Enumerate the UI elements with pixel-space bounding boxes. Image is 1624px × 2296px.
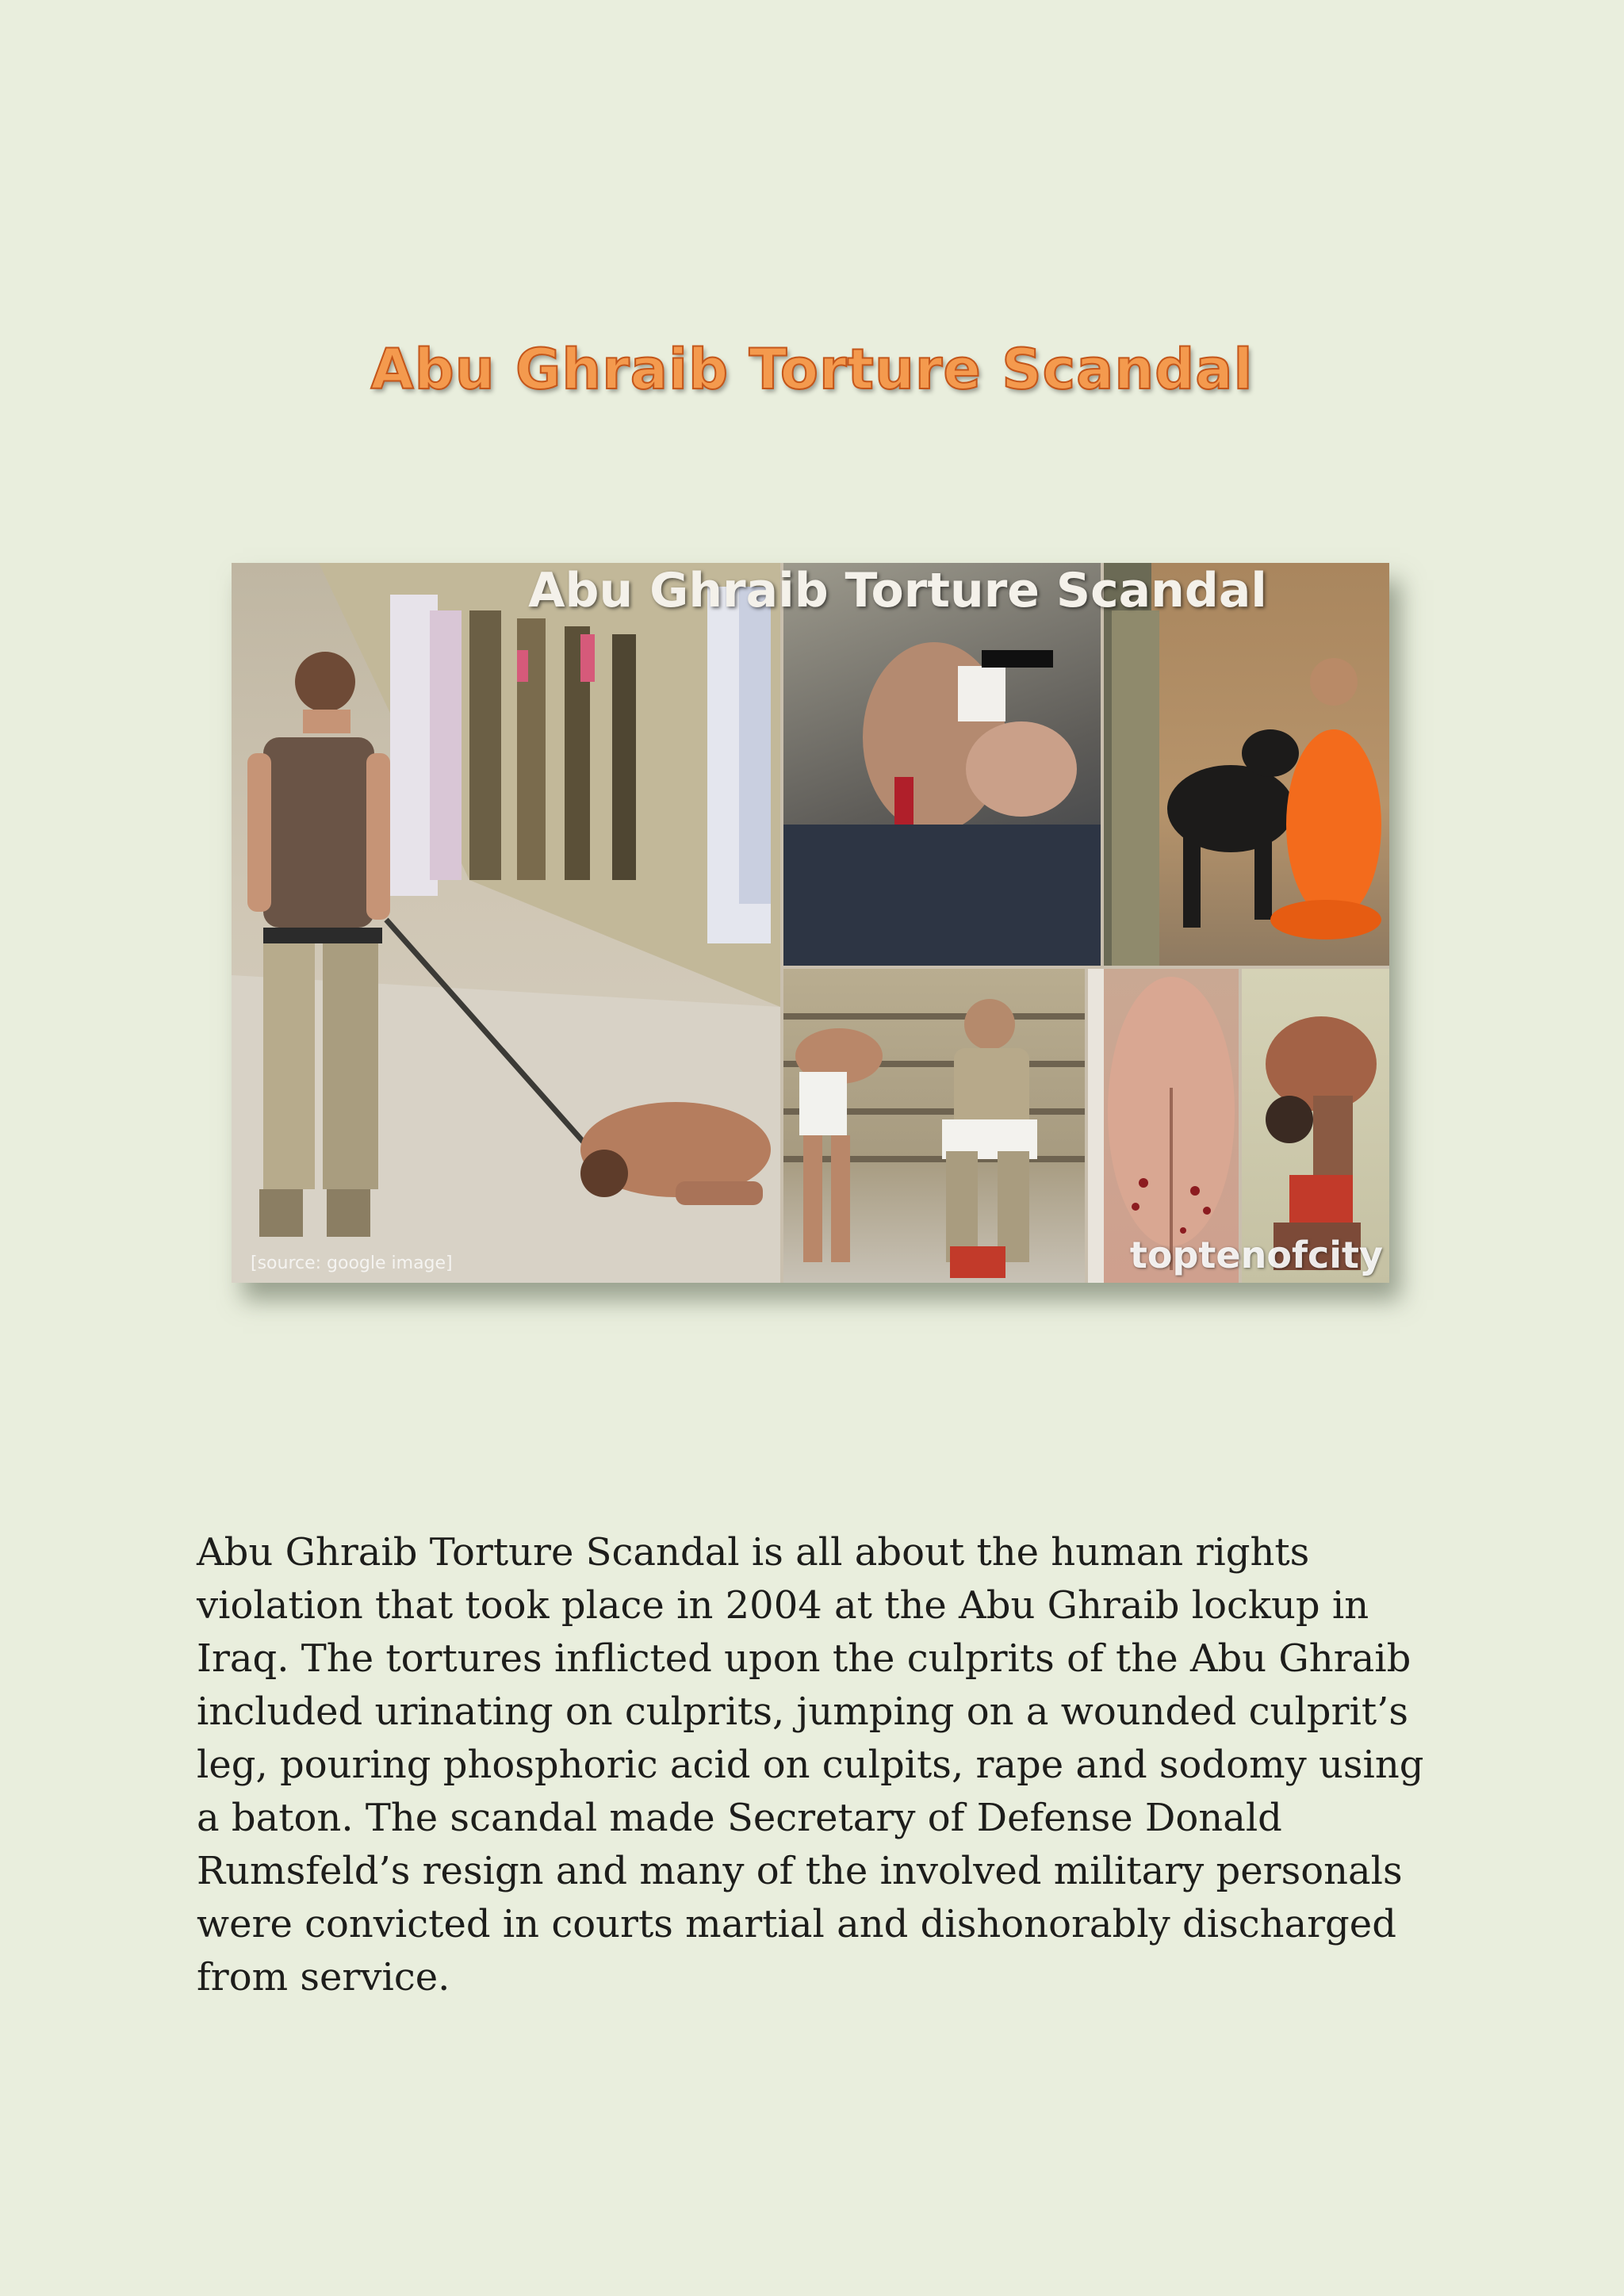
corridor-illustration bbox=[232, 563, 780, 1283]
image-banner-text: Abu Ghraib Torture Scandal bbox=[528, 563, 1267, 618]
page-title: Abu Ghraib Torture Scandal bbox=[370, 337, 1254, 402]
dog-illustration bbox=[1104, 563, 1389, 966]
chair-photo bbox=[783, 969, 1085, 1283]
image-watermark: toptenofcity bbox=[1129, 1234, 1383, 1276]
head-wound-photo bbox=[783, 563, 1101, 966]
collage-image bbox=[232, 563, 1389, 1283]
chair-illustration bbox=[783, 969, 1085, 1283]
body-paragraph: Abu Ghraib Torture Scandal is all about the human rights violation that took place in 2004 at the Abu Ghraib lockup in Iraq. The tortures inflicted upon the culprits of the Abu Ghraib included urinating on culprits, jumping on a wounded culprit’s leg, pouring phosphoric acid on culpits, rape and sodomy using a baton. The scandal made Secretary of Defense Donald Rumsfeld’s resign and many of the involved military personals were convicted in courts martial and dishonorably discharged from service. bbox=[197, 1530, 1424, 1999]
head-wound-illustration bbox=[783, 563, 1101, 966]
image-source-caption: [source: google image] bbox=[251, 1253, 453, 1273]
dog-photo bbox=[1104, 563, 1389, 966]
corridor-photo bbox=[232, 563, 780, 1283]
